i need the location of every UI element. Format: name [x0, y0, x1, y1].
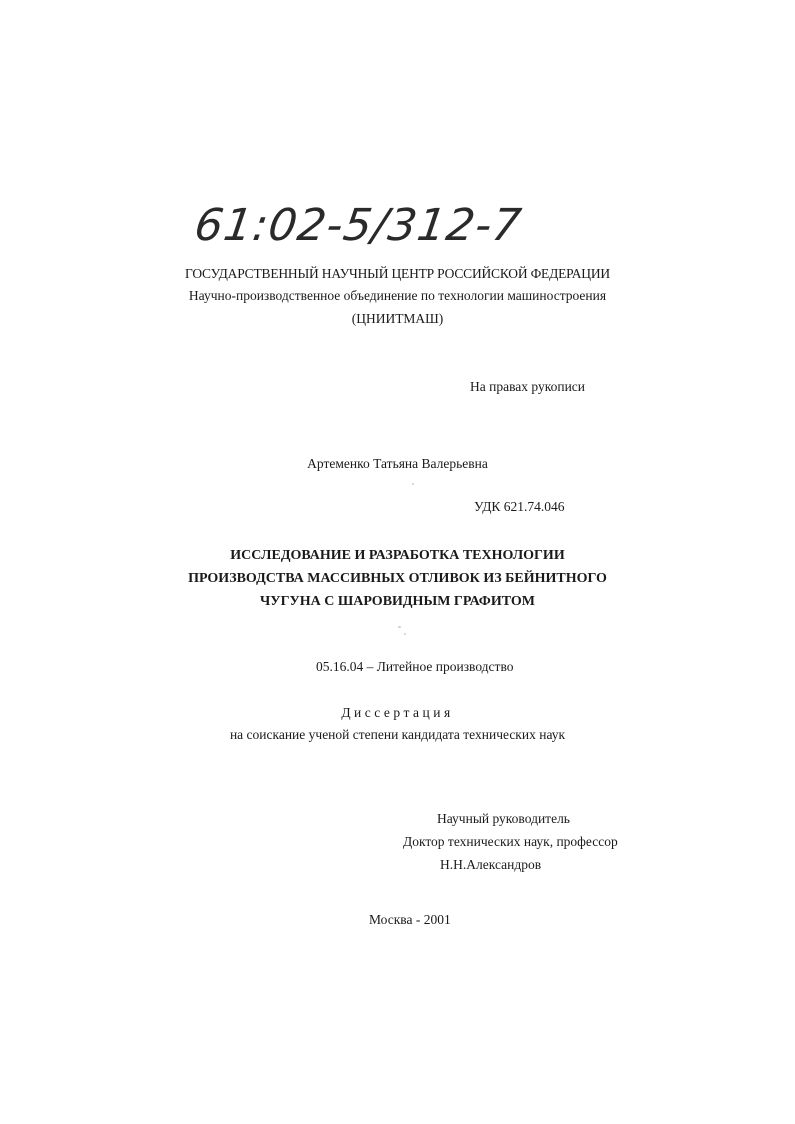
author-name: Артеменко Татьяна Валерьевна: [307, 456, 488, 471]
rights-note: На правах рукописи: [470, 379, 586, 394]
udk-code: УДК 621.74.046: [474, 499, 565, 514]
scan-speck: [412, 483, 414, 485]
supervisor-title: Доктор технических наук, профессор: [403, 834, 618, 849]
scan-speck: [398, 626, 401, 628]
specialty: 05.16.04 – Литейное производство: [316, 659, 514, 674]
title-line-3: ЧУГУНА С ШАРОВИДНЫМ ГРАФИТОМ: [260, 594, 535, 609]
organization-line-2: Научно-производственное объединение по технологии машиностроения: [188, 288, 607, 303]
title-line-1: ИССЛЕДОВАНИЕ И РАЗРАБОТКА ТЕХНОЛОГИИ: [230, 548, 565, 563]
title-line-2: ПРОИЗВОДСТВА МАССИВНЫХ ОТЛИВОК ИЗ БЕЙНИТНОГО: [188, 571, 607, 586]
organization-line-1: ГОСУДАРСТВЕННЫЙ НАУЧНЫЙ ЦЕНТР РОССИЙСКОЙ ФЕДЕРАЦИИ: [185, 266, 610, 281]
city-year: Москва - 2001: [369, 912, 451, 927]
degree-line: на соискание ученой степени кандидата технических наук: [229, 727, 566, 742]
organization-line-3: (ЦНИИТМАШ): [351, 311, 444, 326]
supervisor-role: Научный руководитель: [437, 811, 570, 826]
handwritten-archive-code: 61:02-5/312-7: [191, 200, 525, 251]
dissertation-title: [0, 544, 795, 613]
document-type: Диссертация: [341, 705, 454, 720]
supervisor-name: Н.Н.Александров: [440, 857, 542, 872]
scan-speck: [404, 633, 406, 635]
